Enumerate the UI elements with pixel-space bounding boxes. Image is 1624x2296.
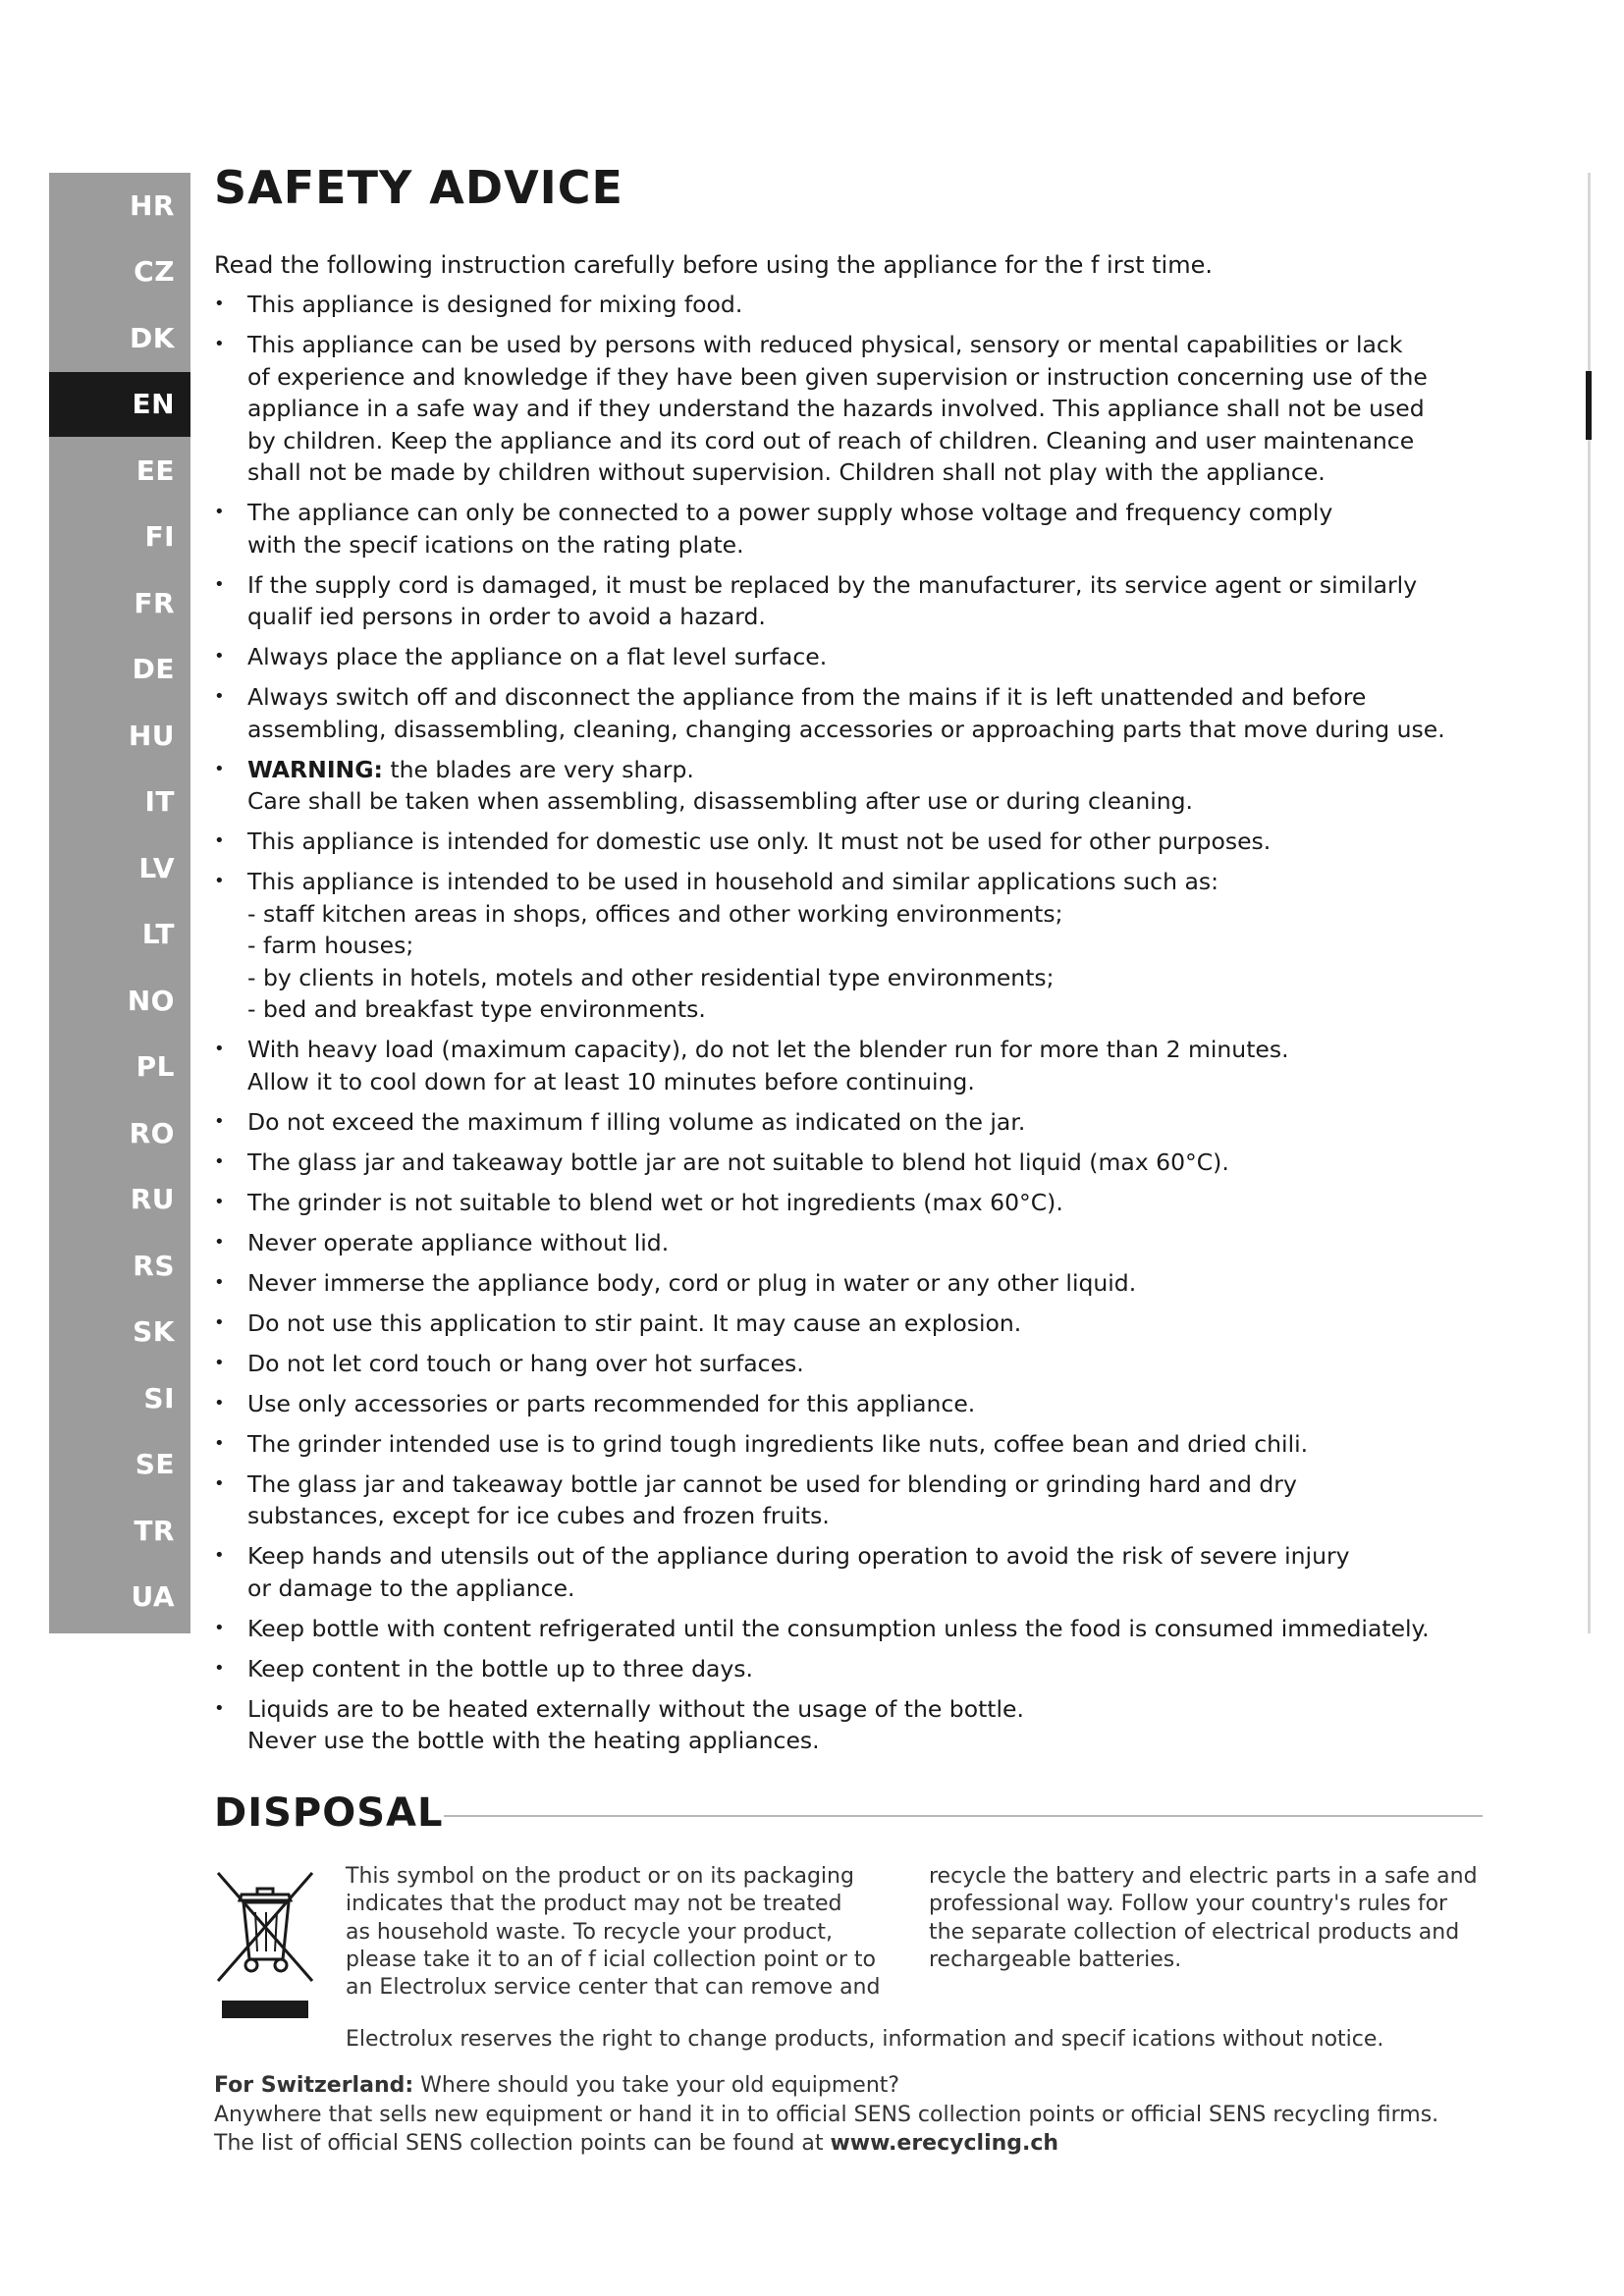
language-tab-pl[interactable]: PL: [135, 1050, 175, 1083]
safety-item-line: • Never immerse the appliance body, cord or plug in water or any other liquid.: [247, 1268, 1137, 1297]
safety-item-line: qualif ied persons in order to avoid a hazard.: [247, 603, 766, 630]
safety-item-line: • This appliance is intended to be used in household and similar applications such as:: [247, 868, 1219, 895]
safety-item-line: - bed and breakfast type environments.: [247, 995, 706, 1023]
safety-item: [214, 681, 1490, 745]
language-tab-hr[interactable]: HR: [130, 188, 175, 222]
safety-item-line: • With heavy load (maximum capacity), do not let the blender run for more than 2 minutes.: [247, 1036, 1289, 1063]
page-edge-marker: [1586, 371, 1592, 440]
disposal-text-line: indicates that the product may not be treated: [346, 1892, 842, 1917]
language-tabs: [49, 173, 190, 1633]
safety-item-line: • Keep hands and utensils out of the appliance during operation to avoid the risk of severe injury: [247, 1542, 1350, 1570]
safety-item-line: • Use only accessories or parts recommended for this appliance.: [247, 1389, 976, 1417]
disposal-text-line: an Electrolux service center that can remove and: [346, 1975, 881, 2001]
safety-item-line: • Never operate appliance without lid.: [247, 1228, 670, 1256]
switzerland-question-line: [214, 2071, 1438, 2101]
safety-item: [214, 329, 1490, 489]
language-tab-de[interactable]: DE: [132, 653, 175, 685]
safety-item-line: or damage to the appliance.: [247, 1574, 575, 1602]
language-tab-lt[interactable]: LT: [141, 918, 175, 950]
safety-item: [214, 1693, 1490, 1757]
safety-item: [214, 1147, 1490, 1179]
safety-item: [214, 641, 1490, 673]
language-tab-dk[interactable]: DK: [130, 321, 175, 354]
safety-item-line: - staff kitchen areas in shops, offices and other working environments;: [247, 899, 1063, 928]
disposal-text-right: [929, 1863, 1498, 1974]
safety-item: [214, 826, 1490, 858]
safety-item-line: • The appliance can only be connected to a power supply whose voltage and frequency comply: [247, 499, 1333, 526]
language-tab-en[interactable]: EN: [49, 372, 190, 437]
language-tab-fi[interactable]: FI: [144, 520, 175, 553]
safety-item: [214, 754, 1490, 818]
safety-item: [214, 1308, 1490, 1340]
safety-item-line: substances, except for ice cubes and frozen fruits.: [247, 1502, 830, 1529]
language-tab-hu[interactable]: HU: [128, 719, 175, 752]
safety-item: [214, 1428, 1490, 1461]
disposal-text-line: as household waste. To recycle your product,: [346, 1919, 834, 1945]
safety-item-line: • Always place the appliance on a flat level surface.: [247, 643, 828, 670]
language-tab-rs[interactable]: RS: [133, 1249, 175, 1282]
safety-item-line: of experience and knowledge if they have been given supervision or instruction concerning use of the: [247, 362, 1428, 391]
safety-item: [214, 289, 1490, 321]
safety-item-line: • The glass jar and takeaway bottle jar are not suitable to blend hot liquid (max 60°C).: [247, 1148, 1229, 1176]
language-tab-ua[interactable]: UA: [131, 1580, 175, 1613]
erecycling-link[interactable]: www.erecycling.ch: [830, 2131, 1059, 2156]
language-tab-lv[interactable]: LV: [138, 851, 175, 884]
safety-item-line: - farm houses;: [247, 932, 414, 959]
safety-item: [214, 1653, 1490, 1685]
disposal-text-line: recycle the battery and electric parts in a safe and: [929, 1864, 1478, 1889]
safety-item: [214, 497, 1490, 561]
switzerland-line-3: [214, 2129, 1438, 2159]
language-tab-sk[interactable]: SK: [133, 1315, 175, 1348]
safety-item-line: • Do not use this application to stir paint. It may cause an explosion.: [247, 1308, 1022, 1337]
disposal-text-line: professional way. Follow your country's rules for: [929, 1892, 1448, 1917]
switzerland-question: Where should you take your old equipment?: [413, 2073, 900, 2098]
disposal-text-line: This symbol on the product or on its packaging: [346, 1864, 854, 1889]
disposal-text-line: please take it to an of f icial collection point or to: [346, 1947, 876, 1972]
safety-item-line: - by clients in hotels, motels and other residential type environments;: [247, 963, 1055, 991]
safety-item-line: • This appliance is intended for domestic use only. It must not be used for other purposes.: [247, 828, 1272, 855]
safety-item: [214, 1267, 1490, 1300]
switzerland-info: [214, 2071, 1438, 2159]
disposal-divider: [444, 1815, 1483, 1817]
disposal-notice: Electrolux reserves the right to change products, information and specif ications without notice.: [346, 2027, 1384, 2052]
safety-item-line: appliance in a safe way and if they understand the hazards involved. This appliance shall not be used: [247, 395, 1425, 422]
safety-item: [214, 569, 1490, 633]
safety-item-line: • Do not exceed the maximum f illing volume as indicated on the jar.: [247, 1107, 1026, 1136]
crossed-out-wheelie-bin-icon: [212, 1865, 318, 2022]
disposal-title: DISPOSAL: [214, 1790, 444, 1836]
disposal-text-line: rechargeable batteries.: [929, 1947, 1182, 1972]
switzerland-line-3-prefix: The list of official SENS collection points can be found at: [214, 2131, 831, 2156]
safety-item-line: Allow it to cool down for at least 10 minutes before continuing.: [247, 1067, 975, 1095]
safety-intro: Read the following instruction carefully before using the appliance for the f irst time.: [214, 251, 1213, 279]
safety-item: [214, 1187, 1490, 1219]
switzerland-label: For Switzerland:: [214, 2073, 414, 2098]
language-tab-ro[interactable]: RO: [129, 1116, 175, 1149]
safety-item-line: shall not be made by children without supervision. Children shall not play with the appliance.: [247, 458, 1326, 486]
safety-item-line: • Keep content in the bottle up to three days.: [247, 1654, 754, 1682]
safety-list: [214, 289, 1490, 1765]
safety-advice-title: SAFETY ADVICE: [214, 161, 623, 214]
safety-item: [214, 1227, 1490, 1259]
safety-item-line: • Do not let cord touch or hang over hot surfaces.: [247, 1349, 804, 1377]
language-tab-si[interactable]: SI: [143, 1381, 175, 1415]
language-tab-no[interactable]: NO: [127, 984, 175, 1017]
safety-item-line: • This appliance can be used by persons with reduced physical, sensory or mental capabilities or lack: [247, 331, 1403, 358]
disposal-text-left: [346, 1863, 895, 2002]
safety-item-line: Never use the bottle with the heating appliances.: [247, 1727, 820, 1754]
safety-item: [214, 866, 1490, 1026]
safety-item-line: • If the supply cord is damaged, it must be replaced by the manufacturer, its service agent or similarly: [247, 570, 1418, 599]
safety-item-line: • The grinder intended use is to grind tough ingredients like nuts, coffee bean and dried chili.: [247, 1429, 1309, 1458]
safety-item: [214, 1034, 1490, 1097]
switzerland-line-2: Anywhere that sells new equipment or hand it in to official SENS collection points or official SENS recycling firms.: [214, 2102, 1439, 2127]
safety-item-line: • WARNING: the blades are very sharp.: [247, 755, 694, 783]
safety-item-line: • Liquids are to be heated externally without the usage of the bottle.: [247, 1694, 1024, 1723]
safety-item-line: by children. Keep the appliance and its cord out of reach of children. Cleaning and user maintenance: [247, 426, 1415, 454]
safety-item: [214, 1106, 1490, 1139]
language-tab-tr[interactable]: TR: [134, 1514, 175, 1547]
language-tab-se[interactable]: SE: [135, 1448, 175, 1480]
safety-item-line: • The glass jar and takeaway bottle jar cannot be used for blending or grinding hard and dry: [247, 1469, 1297, 1498]
safety-item: [214, 1348, 1490, 1380]
language-tab-ee[interactable]: EE: [135, 454, 175, 487]
safety-item-line: • Keep bottle with content refrigerated until the consumption unless the food is consumed immediately.: [247, 1614, 1430, 1642]
safety-item-line: • Always switch off and disconnect the appliance from the mains if it is left unattended and before: [247, 683, 1367, 711]
language-tab-cz[interactable]: CZ: [134, 255, 175, 288]
warning-label: WARNING:: [247, 755, 383, 783]
safety-item-line: Care shall be taken when assembling, disassembling after use or during cleaning.: [247, 787, 1194, 815]
safety-item: [214, 1388, 1490, 1420]
safety-item-line: with the specif ications on the rating plate.: [247, 530, 744, 559]
safety-item-line: assembling, disassembling, cleaning, changing accessories or approaching parts that move during use.: [247, 715, 1445, 743]
safety-item: [214, 1468, 1490, 1532]
safety-item-line: • This appliance is designed for mixing food.: [247, 291, 743, 318]
safety-item: [214, 1613, 1490, 1645]
language-tab-fr[interactable]: FR: [134, 586, 175, 619]
disposal-text-line: the separate collection of electrical products and: [929, 1919, 1460, 1945]
safety-item: [214, 1540, 1490, 1604]
language-tab-ru[interactable]: RU: [130, 1183, 175, 1215]
language-tab-it[interactable]: IT: [144, 785, 175, 818]
safety-item-line: • The grinder is not suitable to blend wet or hot ingredients (max 60°C).: [247, 1188, 1063, 1216]
